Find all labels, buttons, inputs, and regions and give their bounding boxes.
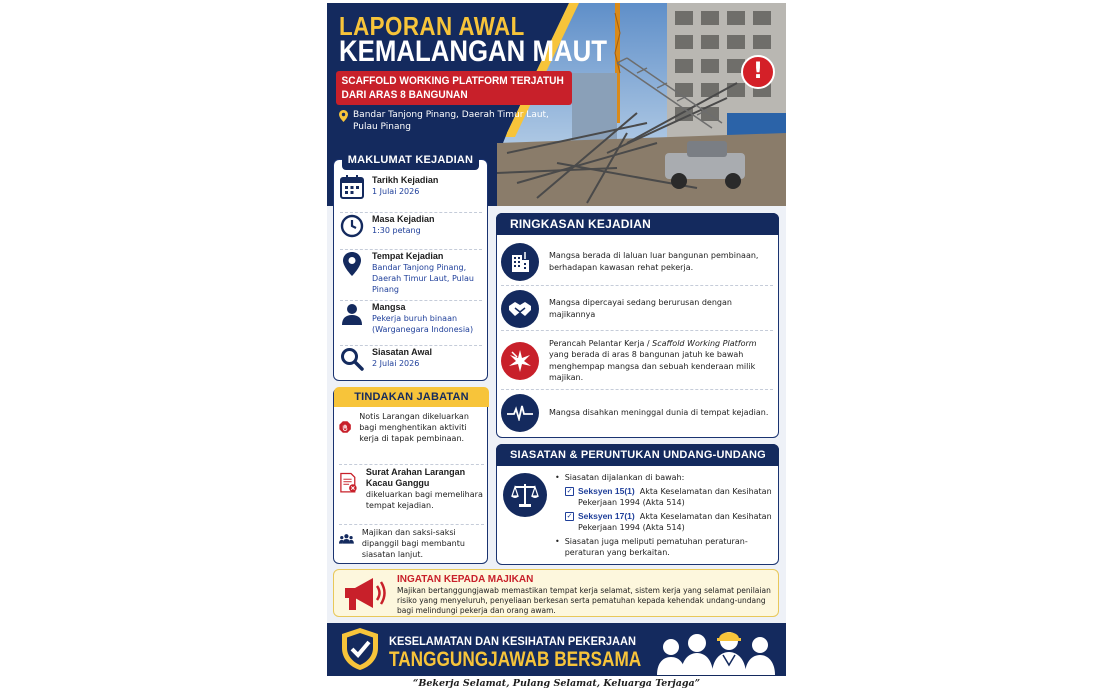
info-row-investigation [340, 347, 482, 379]
location-line-2: Pulau Pinang [353, 122, 411, 132]
law-section-text: Akta Keselamatan dan Kesihatan Pekerjaan 1994 (Akta 514) [578, 487, 772, 507]
incident-summary-panel [496, 213, 779, 438]
info-label: Tempat Kejadian [372, 251, 444, 261]
investigation-outro: Siasatan juga meliputi pematuhan peraturan-peraturan yang berkaitan. [564, 537, 748, 557]
action-bold-text: Surat Arahan Larangan Kacau Ganggu [365, 467, 466, 488]
action-row-notice [339, 411, 484, 465]
info-row-victim [340, 302, 482, 346]
info-value: 2 Julai 2026 [372, 359, 420, 368]
info-value: Bandar Tanjong Pinang, Daerah Timur Laut, Pulau Pinang [372, 263, 474, 294]
action-text: Majikan dan saksi-saksi dipanggil bagi membantu siasatan lanjut. [361, 528, 465, 559]
group-icon [339, 527, 354, 551]
summary-text [549, 338, 773, 384]
info-label: Mangsa [372, 302, 406, 312]
checkbox-icon: ✓ [566, 487, 573, 495]
investigation-law-title: SIASATAN & PERUNTUKAN UNDANG-UNDANG [496, 444, 779, 466]
info-value: 1:30 petang [372, 226, 421, 235]
info-value: 1 Julai 2026 [372, 187, 420, 196]
checkbox-icon: ✓ [566, 512, 573, 520]
law-section-code: Seksyen 15(1) [578, 486, 635, 496]
footer-line-1: KESELAMATAN DAN KESIHATAN PEKERJAAN [389, 634, 636, 648]
summary-text-italic: Scaffold Working Platform [652, 338, 757, 348]
info-row-place [340, 251, 482, 301]
summary-row [501, 238, 773, 286]
megaphone-icon [341, 576, 387, 612]
info-row-date [340, 175, 482, 213]
investigation-body [555, 472, 775, 558]
employer-reminder-box [333, 569, 779, 617]
alert-icon: ! [741, 55, 775, 89]
subtitle-banner [336, 71, 572, 105]
footer-banner [327, 623, 786, 676]
incident-summary-title: RINGKASAN KEJADIAN [496, 213, 779, 235]
stop-icon [339, 411, 351, 443]
law-section-text: Akta Keselamatan dan Kesihatan Pekerjaan 1994 (Akta 514) [578, 512, 772, 532]
info-label: Masa Kejadian [372, 214, 435, 224]
department-action-panel [333, 388, 488, 564]
summary-text: Mangsa dipercayai sedang berurusan dengan majikannya [549, 298, 732, 319]
summary-text: Mangsa disahkan meninggal dunia di tempat kejadian. [549, 408, 769, 418]
incident-info-panel [333, 154, 488, 381]
summary-row [501, 287, 773, 331]
action-row-letter [339, 467, 484, 525]
clock-icon [340, 214, 364, 238]
law-section-item [565, 511, 775, 533]
summary-text: Mangsa berada di laluan luar bangunan pembinaan, berhadapan kawasan rehat pekerja. [549, 251, 759, 272]
document-icon [339, 467, 358, 499]
subtitle-line-1: SCAFFOLD WORKING PLATFORM TERJATUH [341, 75, 564, 87]
action-body-text: dikeluarkan bagi memelihara tempat kejadian. [365, 490, 483, 510]
calendar-icon [340, 175, 364, 199]
info-label: Tarikh Kejadian [372, 175, 439, 185]
title-line-2: KEMALANGAN MAUT [339, 35, 608, 68]
location-line-1: Bandar Tanjong Pinang, Daerah Timur Laut, [353, 110, 549, 120]
investigation-intro-row [555, 472, 775, 483]
summary-row [501, 391, 773, 435]
info-value: Pekerja buruh binaan (Warganegara Indonesia) [372, 314, 474, 334]
action-text [366, 467, 484, 524]
handshake-icon [501, 290, 539, 328]
heartbeat-icon [501, 394, 539, 432]
summary-text-after: yang berada di aras 8 bangunan jatuh ke bawah menghempap mangsa dan sebuah kenderaan milik majikan. [549, 350, 756, 382]
building-icon [501, 243, 539, 281]
law-section-code: Seksyen 17(1) [578, 511, 635, 521]
department-action-title: TINDAKAN JABATAN [334, 387, 489, 407]
summary-text-before: Perancah Pelantar Kerja / [549, 338, 653, 348]
summary-row [501, 332, 773, 390]
action-text: Notis Larangan dikeluarkan bagi menghentikan aktiviti kerja di tapak pembinaan. [359, 412, 469, 443]
person-icon [340, 302, 364, 326]
info-label: Siasatan Awal [372, 347, 433, 357]
footer-line-2: TANGGUNGJAWAB BERSAMA [389, 648, 642, 671]
reminder-body: Majikan bertanggungjawab memastikan tempat kerja selamat, sistem kerja yang selamat penilaian risiko yang menyeluruh, penyeliaan berkesan serta pematuhan kepada kehendak undang-undang bagi melindungi pekerja dan orang awam. [397, 586, 771, 615]
investigation-law-panel [496, 444, 779, 565]
footer-slogan: “Bekerja Selamat, Pulang Selamat, Keluarga Terjaga” [327, 676, 786, 692]
bullet-icon: • [555, 537, 560, 546]
action-row-witness [339, 527, 484, 561]
info-row-time [340, 214, 482, 250]
incident-info-title: MAKLUMAT KEJADIAN [342, 151, 479, 170]
investigation-intro: Siasatan dijalankan di bawah: [564, 473, 685, 482]
law-section-item [565, 486, 775, 508]
map-pin-icon [340, 251, 364, 277]
header-location [339, 109, 549, 133]
search-icon [340, 347, 364, 371]
poster [327, 3, 786, 692]
workers-icon [657, 625, 782, 675]
title-line-1: LAPORAN AWAL [339, 11, 525, 41]
investigation-outro-row [555, 536, 775, 558]
reminder-title: INGATAN KEPADA MAJIKAN [397, 574, 534, 585]
scales-icon [503, 473, 547, 517]
impact-icon [501, 342, 539, 380]
shield-check-icon [339, 626, 381, 672]
subtitle-line-2: DARI ARAS 8 BANGUNAN [341, 89, 468, 101]
location-pin-icon [339, 110, 348, 122]
bullet-icon: • [555, 473, 560, 482]
